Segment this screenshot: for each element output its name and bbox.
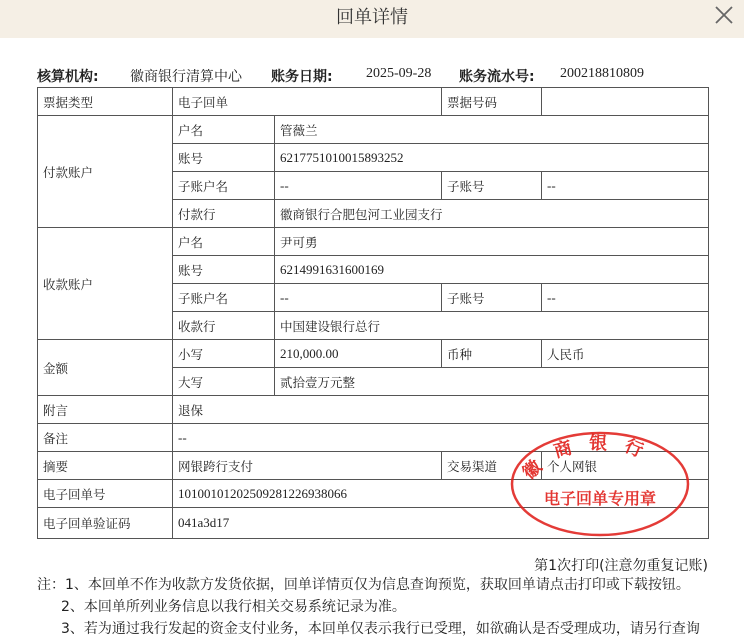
dialog-title: 回单详情: [336, 7, 408, 28]
remark-label: 备注: [38, 424, 173, 452]
payee-bank-label: 收款行: [173, 312, 275, 340]
doc-type-value: 电子回单: [173, 88, 442, 116]
table-row: [38, 228, 709, 256]
receipt-no-label: 电子回单号: [38, 480, 173, 508]
payer-bank-value: 徽商银行合肥包河工业园支行: [275, 200, 709, 228]
date-value: 2025-09-28: [366, 66, 432, 81]
channel-value: 个人网银: [542, 452, 709, 480]
org-label: 核算机构:: [37, 69, 99, 85]
print-count: 第1次打印(注意勿重复记账): [534, 558, 708, 574]
payer-name-label: 户名: [173, 116, 275, 144]
note-line: 注：1、本回单不作为收款方发货依据，回单详情页仅为信息查询预览，获取回单请点击打印或下载按钮。: [37, 577, 690, 593]
payee-bank-value: 中国建设银行总行: [275, 312, 709, 340]
receipt-header: [37, 66, 708, 86]
channel-label: 交易渠道: [442, 452, 542, 480]
table-row: [38, 452, 709, 480]
payer-sub-account-label: 子账号: [442, 172, 542, 200]
payee-sub-name-label: 子账户名: [173, 284, 275, 312]
receipt-no-value: 10100101202509281226938066: [173, 480, 709, 508]
amount-section-label: 金额: [38, 340, 173, 396]
payee-section-label: 收款账户: [38, 228, 173, 340]
payer-section-label: 付款账户: [38, 116, 173, 228]
note-line: 2、本回单所列业务信息以我行相关交易系统记录为准。: [61, 599, 406, 615]
currency-value: 人民币: [542, 340, 709, 368]
doc-no-label: 票据号码: [442, 88, 542, 116]
payer-name-value: 管薇兰: [275, 116, 709, 144]
amount-big-value: 贰拾壹万元整: [275, 368, 709, 396]
date-label: 账务日期:: [271, 69, 333, 85]
table-row: [38, 340, 709, 368]
amount-small-label: 小写: [173, 340, 275, 368]
org-value: 徽商银行清算中心: [130, 70, 242, 85]
table-row: [38, 424, 709, 452]
notes: [37, 574, 727, 640]
remark-value: --: [173, 424, 709, 452]
payee-sub-name-value: --: [275, 284, 442, 312]
verify-code-label: 电子回单验证码: [38, 508, 173, 539]
table-row: [38, 480, 709, 508]
serial-label: 账务流水号:: [459, 69, 535, 85]
postscript-label: 附言: [38, 396, 173, 424]
receipt-table: [37, 87, 709, 539]
payee-sub-account-value: --: [542, 284, 709, 312]
payer-sub-name-value: --: [275, 172, 442, 200]
summary-value: 网银跨行支付: [173, 452, 442, 480]
payer-sub-name-label: 子账户名: [173, 172, 275, 200]
payee-account-value: 6214991631600169: [275, 256, 709, 284]
summary-label: 摘要: [38, 452, 173, 480]
seal-bottom-text: 电子回单专用章: [543, 489, 657, 508]
verify-code-value: 041a3d17: [173, 508, 709, 539]
table-row: [38, 508, 709, 539]
payee-sub-account-label: 子账号: [442, 284, 542, 312]
payer-sub-account-value: --: [542, 172, 709, 200]
doc-type-label: 票据类型: [38, 88, 173, 116]
table-row: [38, 116, 709, 144]
payer-bank-label: 付款行: [173, 200, 275, 228]
amount-small-value: 210,000.00: [275, 340, 442, 368]
payer-account-value: 6217751010015893252: [275, 144, 709, 172]
amount-big-label: 大写: [173, 368, 275, 396]
postscript-value: 退保: [173, 396, 709, 424]
payer-account-label: 账号: [173, 144, 275, 172]
seal-top-text: 徽商银行: [518, 432, 661, 484]
serial-value: 200218810809: [560, 66, 644, 81]
currency-label: 币种: [442, 340, 542, 368]
table-row: [38, 88, 709, 116]
close-icon[interactable]: [712, 3, 736, 27]
payee-name-value: 尹可勇: [275, 228, 709, 256]
payee-name-label: 户名: [173, 228, 275, 256]
payee-account-label: 账号: [173, 256, 275, 284]
table-row: [38, 396, 709, 424]
doc-no-value: [542, 88, 709, 116]
note-line: 3、若为通过我行发起的资金支付业务，本回单仅表示我行已受理，如欲确认是否受理成功，请另行查询: [61, 621, 700, 637]
dialog-titlebar: [0, 0, 744, 38]
